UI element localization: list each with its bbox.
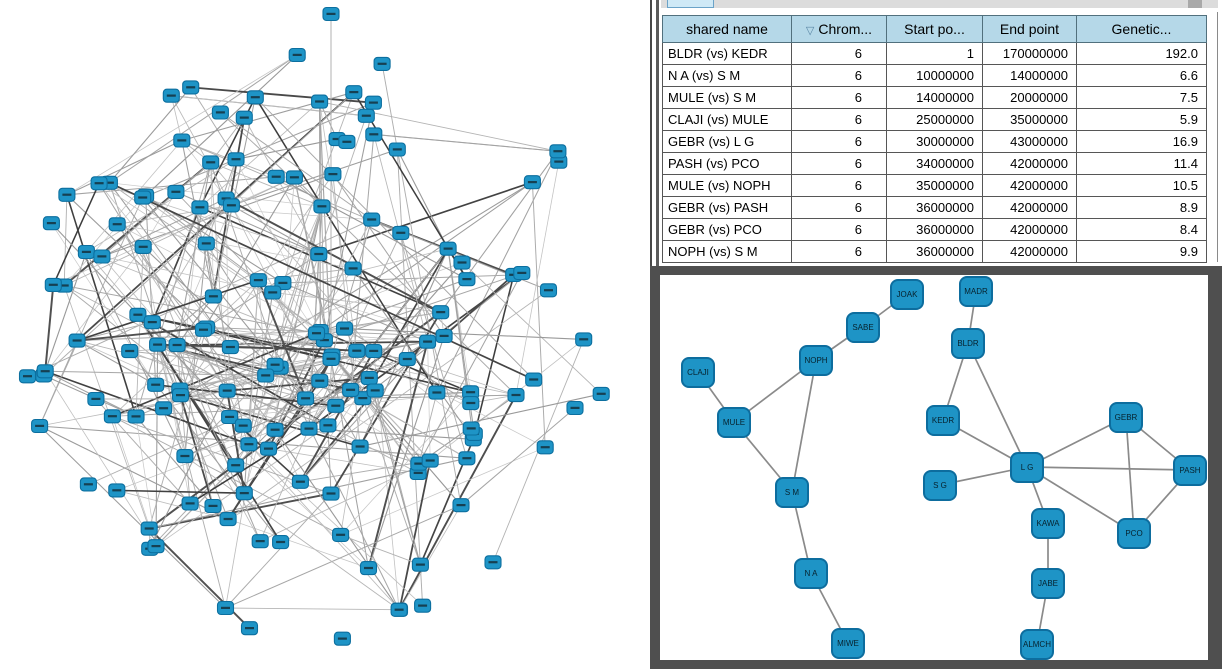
cell-end-point: 14000000	[983, 65, 1077, 87]
node-label-glyph	[145, 527, 154, 529]
cell-start-po: 36000000	[887, 219, 983, 241]
node-label-glyph	[167, 95, 176, 97]
node-label-glyph	[336, 534, 345, 536]
node-label-glyph	[206, 161, 215, 163]
node-label-glyph	[369, 350, 378, 352]
table-row[interactable]	[663, 219, 1207, 241]
node-label-glyph	[232, 158, 241, 160]
cell-start-po: 34000000	[887, 153, 983, 175]
column-header-label: Chrom...	[818, 21, 873, 37]
node-label-glyph	[554, 161, 563, 163]
cell-start-po: 30000000	[887, 131, 983, 153]
node-label-glyph	[290, 176, 299, 178]
node-label-glyph	[35, 425, 44, 427]
cell-end-point: 20000000	[983, 87, 1077, 109]
node-label-glyph	[97, 255, 106, 257]
node-label-glyph	[466, 391, 475, 393]
cell-end-point: 43000000	[983, 131, 1077, 153]
node-label-glyph	[293, 54, 302, 56]
node-label-glyph	[352, 350, 361, 352]
node-label-glyph	[457, 504, 466, 506]
cell-chrom: 6	[792, 153, 887, 175]
node-label-glyph	[541, 446, 550, 448]
cell-shared-name: BLDR (vs) KEDR	[663, 43, 792, 65]
node-label-glyph	[180, 455, 189, 457]
subnetwork-edge-layer	[660, 275, 1208, 660]
table-row[interactable]	[663, 153, 1207, 175]
node-pash[interactable]: PASH	[1173, 455, 1207, 486]
table-header	[663, 16, 1207, 43]
node-label-glyph	[227, 204, 236, 206]
panel-border	[1217, 12, 1218, 262]
network-edge	[146, 196, 156, 385]
node-label-glyph	[418, 605, 427, 607]
edge-l-g-pash[interactable]	[1027, 467, 1190, 470]
network-edge	[275, 430, 300, 482]
node-label-glyph	[138, 196, 147, 198]
edge-gebr-pco[interactable]	[1126, 417, 1134, 533]
table-row[interactable]	[663, 109, 1207, 131]
node-label-glyph	[436, 311, 445, 313]
node-label-glyph	[346, 389, 355, 391]
node-label-glyph	[597, 393, 606, 395]
network-edge	[64, 195, 67, 286]
node-label-glyph	[271, 429, 280, 431]
node-label-glyph	[91, 398, 100, 400]
node-s-g[interactable]: S G	[923, 470, 957, 501]
column-header-start-po[interactable]	[887, 16, 983, 43]
node-label-glyph	[223, 390, 232, 392]
cell-chrom: 6	[792, 109, 887, 131]
node-label-glyph	[209, 505, 218, 507]
node-label-glyph	[95, 182, 104, 184]
cell-chrom: 6	[792, 65, 887, 87]
node-label-glyph	[159, 407, 168, 409]
node-label-glyph	[276, 541, 285, 543]
node-label-glyph	[195, 206, 204, 208]
node-label-glyph	[82, 251, 91, 253]
node-n-a[interactable]: N A	[794, 558, 828, 589]
node-label-glyph	[256, 540, 265, 542]
cell-shared-name: MULE (vs) NOPH	[663, 175, 792, 197]
column-header-label: Start po...	[904, 21, 965, 37]
node-label-glyph	[462, 457, 471, 459]
node-label-glyph	[225, 416, 234, 418]
edge-bldr-l-g[interactable]	[968, 343, 1027, 467]
node-label-glyph	[245, 627, 254, 629]
node-label-glyph	[393, 148, 402, 150]
cell-start-po: 10000000	[887, 65, 983, 87]
node-kawa[interactable]: KAWA	[1031, 508, 1065, 539]
node-label-glyph	[395, 609, 404, 611]
node-label-glyph	[342, 141, 351, 143]
cell-start-po: 14000000	[887, 87, 983, 109]
node-l-g[interactable]: L G	[1010, 452, 1044, 483]
node-label-glyph	[529, 378, 538, 380]
node-label-glyph	[113, 223, 122, 225]
node-label-glyph	[139, 246, 148, 248]
node-label-glyph	[544, 289, 553, 291]
cell-chrom: 6	[792, 197, 887, 219]
node-label-glyph	[440, 335, 449, 337]
node-label-glyph	[416, 564, 425, 566]
cell-chrom: 6	[792, 175, 887, 197]
table-row[interactable]	[663, 43, 1207, 65]
node-label-glyph	[251, 96, 260, 98]
node-label-glyph	[358, 397, 367, 399]
subnetwork-canvas[interactable]	[660, 275, 1208, 660]
network-edge	[143, 247, 305, 399]
node-mule[interactable]: MULE	[717, 407, 751, 438]
node-madr[interactable]: MADR	[959, 276, 993, 307]
node-label-glyph	[314, 253, 323, 255]
node-label-glyph	[226, 346, 235, 348]
node-label-glyph	[73, 339, 82, 341]
node-label-glyph	[240, 117, 249, 119]
cell-chrom: 6	[792, 219, 887, 241]
node-label-glyph	[296, 481, 305, 483]
panel-tab-edge[interactable]	[667, 0, 714, 8]
cell-start-po: 36000000	[887, 241, 983, 263]
node-label-glyph	[125, 350, 134, 352]
cell-shared-name: NOPH (vs) S M	[663, 241, 792, 263]
node-label-glyph	[186, 502, 195, 504]
node-label-glyph	[327, 358, 336, 360]
cell-genetic: 8.9	[1077, 197, 1207, 219]
node-label-glyph	[328, 173, 337, 175]
node-label-glyph	[240, 492, 249, 494]
cell-end-point: 35000000	[983, 109, 1077, 131]
node-label-glyph	[349, 267, 358, 269]
node-label-glyph	[331, 405, 340, 407]
node-label-glyph	[423, 341, 432, 343]
node-label-glyph	[356, 445, 365, 447]
node-label-glyph	[571, 407, 580, 409]
node-pco[interactable]: PCO	[1117, 518, 1151, 549]
node-label-glyph	[186, 86, 195, 88]
cell-start-po: 1	[887, 43, 983, 65]
filter-icon[interactable]: ▽	[805, 25, 815, 37]
network-edge	[320, 102, 321, 332]
column-header-shared-name[interactable]	[663, 16, 792, 43]
node-label-glyph	[396, 232, 405, 234]
column-header-chrom[interactable]	[792, 16, 887, 43]
node-label-glyph	[528, 181, 537, 183]
node-label-glyph	[108, 415, 117, 417]
node-gebr[interactable]: GEBR	[1109, 402, 1143, 433]
cell-shared-name: GEBR (vs) PASH	[663, 197, 792, 219]
cell-genetic: 8.4	[1077, 219, 1207, 241]
cell-end-point: 42000000	[983, 241, 1077, 263]
node-label-glyph	[224, 518, 233, 520]
node-label-glyph	[458, 261, 467, 263]
cell-genetic: 6.6	[1077, 65, 1207, 87]
cell-chrom: 6	[792, 43, 887, 65]
node-label-glyph	[362, 115, 371, 117]
node-joak[interactable]: JOAK	[890, 279, 924, 310]
node-label-glyph	[148, 321, 157, 323]
node-label-glyph	[199, 329, 208, 331]
node-label-glyph	[151, 384, 160, 386]
node-label-glyph	[301, 397, 310, 399]
node-label-glyph	[349, 91, 358, 93]
cell-end-point: 42000000	[983, 153, 1077, 175]
node-label-glyph	[462, 278, 471, 280]
node-label-glyph	[340, 327, 349, 329]
panel-divider	[656, 0, 659, 266]
node-label-glyph	[317, 205, 326, 207]
node-label-glyph	[133, 314, 142, 316]
node-noph[interactable]: NOPH	[799, 345, 833, 376]
node-label-glyph	[517, 272, 526, 274]
network-edge	[171, 96, 366, 116]
node-label-glyph	[371, 389, 380, 391]
cell-end-point: 170000000	[983, 43, 1077, 65]
cell-chrom: 6	[792, 241, 887, 263]
column-header-end-point[interactable]	[983, 16, 1077, 43]
network-edge	[228, 519, 368, 568]
network-edge	[226, 608, 400, 610]
node-miwe[interactable]: MIWE	[831, 628, 865, 659]
table-row[interactable]	[663, 131, 1207, 153]
edge-noph-s-m[interactable]	[792, 360, 816, 492]
network-edge	[341, 535, 421, 565]
cell-genetic: 16.9	[1077, 131, 1207, 153]
node-label-glyph	[261, 374, 270, 376]
cell-shared-name: GEBR (vs) PCO	[663, 219, 792, 241]
node-label-glyph	[47, 222, 56, 224]
node-kedr[interactable]: KEDR	[926, 405, 960, 436]
node-label-glyph	[209, 295, 218, 297]
cell-shared-name: GEBR (vs) L G	[663, 131, 792, 153]
node-label-glyph	[239, 425, 248, 427]
node-label-glyph	[369, 133, 378, 135]
node-label-glyph	[327, 13, 336, 15]
node-almch[interactable]: ALMCH	[1020, 629, 1054, 660]
column-header-label: End point	[999, 21, 1060, 37]
table-row[interactable]	[663, 175, 1207, 197]
node-label-glyph	[466, 402, 475, 404]
node-label-glyph	[271, 364, 280, 366]
node-label-glyph	[338, 638, 347, 640]
cell-genetic: 11.4	[1077, 153, 1207, 175]
node-label-glyph	[177, 139, 186, 141]
node-label-glyph	[369, 102, 378, 104]
network-edge	[400, 461, 431, 610]
column-header-genetic[interactable]	[1077, 16, 1207, 43]
cell-genetic: 9.9	[1077, 241, 1207, 263]
node-label-glyph	[132, 415, 141, 417]
network-edge	[249, 444, 423, 605]
cell-start-po: 25000000	[887, 109, 983, 131]
node-label-glyph	[84, 483, 93, 485]
node-label-glyph	[444, 248, 453, 250]
node-label-glyph	[272, 176, 281, 178]
node-label-glyph	[202, 242, 211, 244]
node-label-glyph	[173, 344, 182, 346]
node-label-glyph	[152, 545, 161, 547]
panel-divider	[650, 0, 652, 266]
node-label-glyph	[62, 194, 71, 196]
column-header-label: Genetic...	[1111, 21, 1172, 37]
table-row[interactable]	[663, 65, 1207, 87]
node-label-glyph	[278, 282, 287, 284]
cell-end-point: 42000000	[983, 219, 1077, 241]
node-label-glyph	[41, 370, 50, 372]
column-header-label: shared name	[686, 21, 768, 37]
table-panel	[650, 0, 1222, 266]
node-label-glyph	[579, 338, 588, 340]
node-label-glyph	[112, 489, 121, 491]
cell-shared-name: N A (vs) S M	[663, 65, 792, 87]
cell-end-point: 42000000	[983, 197, 1077, 219]
node-label-glyph	[312, 332, 321, 334]
cell-genetic: 10.5	[1077, 175, 1207, 197]
node-label-glyph	[426, 459, 435, 461]
node-s-m[interactable]: S M	[775, 477, 809, 508]
node-label-glyph	[264, 448, 273, 450]
node-label-glyph	[512, 394, 521, 396]
node-label-glyph	[378, 63, 387, 65]
subnetwork-panel	[650, 266, 1222, 669]
node-label-glyph	[153, 344, 162, 346]
node-label-glyph	[305, 428, 314, 430]
cell-genetic: 5.9	[1077, 109, 1207, 131]
table-row[interactable]	[663, 197, 1207, 219]
node-claji[interactable]: CLAJI	[681, 357, 715, 388]
cell-chrom: 6	[792, 87, 887, 109]
edge-attribute-table	[662, 15, 1207, 263]
node-label-glyph	[367, 218, 376, 220]
node-bldr[interactable]: BLDR	[951, 328, 985, 359]
cell-genetic: 192.0	[1077, 43, 1207, 65]
cell-start-po: 35000000	[887, 175, 983, 197]
node-label-glyph	[176, 394, 185, 396]
node-label-glyph	[23, 375, 32, 377]
cell-genetic: 7.5	[1077, 87, 1207, 109]
node-sabe[interactable]: SABE	[846, 312, 880, 343]
node-label-glyph	[49, 284, 58, 286]
scrollbar-fragment[interactable]	[1188, 0, 1202, 8]
panel-top-strip	[661, 0, 1218, 8]
cell-end-point: 42000000	[983, 175, 1077, 197]
node-label-glyph	[553, 150, 562, 152]
network-edge	[77, 341, 156, 385]
network-edge	[363, 398, 421, 565]
node-label-glyph	[221, 607, 230, 609]
node-jabe[interactable]: JABE	[1031, 568, 1065, 599]
node-label-glyph	[216, 111, 225, 113]
node-label-glyph	[327, 492, 336, 494]
node-label-glyph	[171, 191, 180, 193]
node-label-glyph	[403, 358, 412, 360]
node-label-glyph	[364, 567, 373, 569]
node-label-glyph	[432, 391, 441, 393]
node-label-glyph	[414, 472, 423, 474]
cell-shared-name: CLAJI (vs) MULE	[663, 109, 792, 131]
cell-start-po: 36000000	[887, 197, 983, 219]
node-label-glyph	[467, 427, 476, 429]
node-label-glyph	[489, 561, 498, 563]
node-label-glyph	[244, 443, 253, 445]
node-label-glyph	[254, 279, 263, 281]
table-row[interactable]	[663, 87, 1207, 109]
cell-shared-name: MULE (vs) S M	[663, 87, 792, 109]
table-row[interactable]	[663, 241, 1207, 263]
node-label-glyph	[268, 291, 277, 293]
network-edge	[341, 447, 546, 535]
node-label-glyph	[365, 377, 374, 379]
node-label-glyph	[323, 424, 332, 426]
cell-chrom: 6	[792, 131, 887, 153]
node-label-glyph	[231, 464, 240, 466]
cell-shared-name: PASH (vs) PCO	[663, 153, 792, 175]
node-label-glyph	[315, 100, 324, 102]
node-label-glyph	[315, 380, 324, 382]
